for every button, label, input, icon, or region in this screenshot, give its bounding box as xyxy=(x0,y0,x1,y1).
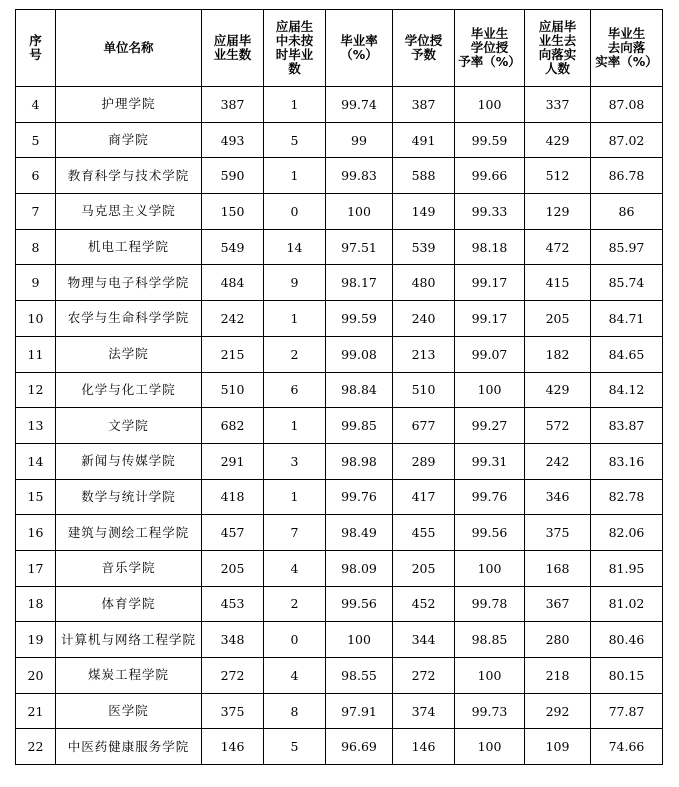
cell-not-on-time: 5 xyxy=(264,122,326,158)
cell-placed: 182 xyxy=(525,336,591,372)
cell-graduation-rate: 96.69 xyxy=(326,729,393,765)
cell-graduates: 387 xyxy=(202,87,264,123)
cell-unit-name: 马克思主义学院 xyxy=(56,194,202,230)
cell-graduates: 418 xyxy=(202,479,264,515)
table-row xyxy=(16,265,663,301)
cell-graduates: 493 xyxy=(202,122,264,158)
cell-degree-rate: 99.27 xyxy=(455,408,525,444)
cell-graduation-rate: 99.59 xyxy=(326,301,393,337)
cell-degrees: 677 xyxy=(393,408,455,444)
cell-degree-rate: 100 xyxy=(455,550,525,586)
cell-unit-name: 商学院 xyxy=(56,122,202,158)
cell-degree-rate: 99.17 xyxy=(455,301,525,337)
cell-index: 17 xyxy=(16,550,56,586)
table-row xyxy=(16,87,663,123)
cell-placed: 429 xyxy=(525,122,591,158)
cell-not-on-time: 1 xyxy=(264,301,326,337)
cell-placed: 242 xyxy=(525,443,591,479)
cell-not-on-time: 4 xyxy=(264,550,326,586)
cell-placed: 109 xyxy=(525,729,591,765)
cell-unit-name: 中医药健康服务学院 xyxy=(56,729,202,765)
cell-graduation-rate: 98.98 xyxy=(326,443,393,479)
cell-placed: 280 xyxy=(525,622,591,658)
table-row xyxy=(16,301,663,337)
cell-unit-name: 文学院 xyxy=(56,408,202,444)
cell-unit-name: 计算机与网络工程学院 xyxy=(56,622,202,658)
cell-graduates: 348 xyxy=(202,622,264,658)
cell-index: 10 xyxy=(16,301,56,337)
cell-index: 20 xyxy=(16,658,56,694)
table-row xyxy=(16,515,663,551)
cell-graduation-rate: 98.49 xyxy=(326,515,393,551)
cell-not-on-time: 2 xyxy=(264,336,326,372)
cell-not-on-time: 14 xyxy=(264,229,326,265)
cell-degrees: 344 xyxy=(393,622,455,658)
cell-degree-rate: 99.33 xyxy=(455,194,525,230)
cell-placement-rate: 85.97 xyxy=(591,229,663,265)
cell-unit-name: 体育学院 xyxy=(56,586,202,622)
cell-placement-rate: 84.12 xyxy=(591,372,663,408)
cell-not-on-time: 1 xyxy=(264,158,326,194)
header-not-on-time: 应届生 中未按 时毕业 数 xyxy=(264,10,326,87)
cell-degrees: 213 xyxy=(393,336,455,372)
cell-degree-rate: 99.56 xyxy=(455,515,525,551)
cell-placed: 415 xyxy=(525,265,591,301)
cell-degrees: 149 xyxy=(393,194,455,230)
cell-degree-rate: 98.18 xyxy=(455,229,525,265)
cell-degree-rate: 100 xyxy=(455,87,525,123)
table-row xyxy=(16,194,663,230)
cell-degrees: 240 xyxy=(393,301,455,337)
cell-graduates: 272 xyxy=(202,658,264,694)
cell-index: 13 xyxy=(16,408,56,444)
cell-degrees: 491 xyxy=(393,122,455,158)
cell-degrees: 205 xyxy=(393,550,455,586)
cell-degree-rate: 99.76 xyxy=(455,479,525,515)
cell-degrees: 539 xyxy=(393,229,455,265)
cell-graduates: 150 xyxy=(202,194,264,230)
cell-graduation-rate: 99.76 xyxy=(326,479,393,515)
cell-unit-name: 化学与化工学院 xyxy=(56,372,202,408)
cell-index: 21 xyxy=(16,693,56,729)
table-row xyxy=(16,122,663,158)
header-placed: 应届毕 业生去 向落实 人数 xyxy=(525,10,591,87)
table-row xyxy=(16,336,663,372)
table-row xyxy=(16,658,663,694)
cell-placed: 205 xyxy=(525,301,591,337)
cell-index: 5 xyxy=(16,122,56,158)
cell-graduation-rate: 99.85 xyxy=(326,408,393,444)
cell-index: 9 xyxy=(16,265,56,301)
cell-degrees: 510 xyxy=(393,372,455,408)
cell-graduation-rate: 100 xyxy=(326,622,393,658)
cell-not-on-time: 1 xyxy=(264,408,326,444)
cell-graduates: 215 xyxy=(202,336,264,372)
cell-index: 11 xyxy=(16,336,56,372)
cell-index: 15 xyxy=(16,479,56,515)
header-degree-rate: 毕业生 学位授 予率（%） xyxy=(455,10,525,87)
cell-not-on-time: 9 xyxy=(264,265,326,301)
cell-placed: 375 xyxy=(525,515,591,551)
cell-index: 22 xyxy=(16,729,56,765)
cell-not-on-time: 8 xyxy=(264,693,326,729)
cell-degree-rate: 99.17 xyxy=(455,265,525,301)
cell-placed: 429 xyxy=(525,372,591,408)
cell-placement-rate: 81.02 xyxy=(591,586,663,622)
cell-graduation-rate: 98.84 xyxy=(326,372,393,408)
cell-not-on-time: 1 xyxy=(264,479,326,515)
cell-placement-rate: 80.46 xyxy=(591,622,663,658)
cell-index: 4 xyxy=(16,87,56,123)
cell-placement-rate: 86.78 xyxy=(591,158,663,194)
cell-index: 19 xyxy=(16,622,56,658)
cell-graduation-rate: 97.91 xyxy=(326,693,393,729)
cell-placement-rate: 81.95 xyxy=(591,550,663,586)
cell-placement-rate: 82.06 xyxy=(591,515,663,551)
cell-placed: 168 xyxy=(525,550,591,586)
table-row xyxy=(16,693,663,729)
cell-degree-rate: 99.73 xyxy=(455,693,525,729)
cell-graduates: 682 xyxy=(202,408,264,444)
cell-graduation-rate: 97.51 xyxy=(326,229,393,265)
cell-placement-rate: 77.87 xyxy=(591,693,663,729)
cell-unit-name: 农学与生命科学学院 xyxy=(56,301,202,337)
cell-degree-rate: 99.31 xyxy=(455,443,525,479)
cell-graduates: 375 xyxy=(202,693,264,729)
cell-degree-rate: 100 xyxy=(455,658,525,694)
table-body xyxy=(16,87,663,765)
cell-graduation-rate: 99.56 xyxy=(326,586,393,622)
cell-not-on-time: 7 xyxy=(264,515,326,551)
header-graduates: 应届毕 业生数 xyxy=(202,10,264,87)
cell-placed: 218 xyxy=(525,658,591,694)
cell-unit-name: 物理与电子科学学院 xyxy=(56,265,202,301)
cell-placement-rate: 83.87 xyxy=(591,408,663,444)
cell-placed: 337 xyxy=(525,87,591,123)
cell-placement-rate: 83.16 xyxy=(591,443,663,479)
cell-index: 18 xyxy=(16,586,56,622)
cell-not-on-time: 2 xyxy=(264,586,326,622)
table-row xyxy=(16,229,663,265)
cell-placement-rate: 80.15 xyxy=(591,658,663,694)
cell-degrees: 289 xyxy=(393,443,455,479)
cell-placement-rate: 84.65 xyxy=(591,336,663,372)
table-row xyxy=(16,729,663,765)
cell-degrees: 146 xyxy=(393,729,455,765)
cell-placed: 472 xyxy=(525,229,591,265)
cell-graduation-rate: 99.83 xyxy=(326,158,393,194)
header-row xyxy=(16,10,663,87)
table-row xyxy=(16,479,663,515)
cell-placed: 572 xyxy=(525,408,591,444)
cell-degrees: 452 xyxy=(393,586,455,622)
cell-degrees: 417 xyxy=(393,479,455,515)
cell-graduation-rate: 99.08 xyxy=(326,336,393,372)
table-row xyxy=(16,622,663,658)
table-row xyxy=(16,408,663,444)
cell-graduates: 291 xyxy=(202,443,264,479)
cell-not-on-time: 3 xyxy=(264,443,326,479)
cell-graduation-rate: 99.74 xyxy=(326,87,393,123)
cell-degrees: 588 xyxy=(393,158,455,194)
table-row xyxy=(16,586,663,622)
header-degrees: 学位授 予数 xyxy=(393,10,455,87)
cell-unit-name: 音乐学院 xyxy=(56,550,202,586)
cell-not-on-time: 6 xyxy=(264,372,326,408)
cell-graduates: 453 xyxy=(202,586,264,622)
cell-degree-rate: 100 xyxy=(455,729,525,765)
cell-placed: 512 xyxy=(525,158,591,194)
cell-placed: 292 xyxy=(525,693,591,729)
cell-index: 14 xyxy=(16,443,56,479)
cell-unit-name: 建筑与测绘工程学院 xyxy=(56,515,202,551)
cell-index: 16 xyxy=(16,515,56,551)
cell-placement-rate: 86 xyxy=(591,194,663,230)
cell-degree-rate: 99.07 xyxy=(455,336,525,372)
header-graduation-rate: 毕业率 （%） xyxy=(326,10,393,87)
cell-placement-rate: 82.78 xyxy=(591,479,663,515)
cell-degree-rate: 100 xyxy=(455,372,525,408)
cell-unit-name: 法学院 xyxy=(56,336,202,372)
cell-degree-rate: 99.78 xyxy=(455,586,525,622)
header-unit-name: 单位名称 xyxy=(56,10,202,87)
cell-index: 12 xyxy=(16,372,56,408)
cell-graduation-rate: 100 xyxy=(326,194,393,230)
cell-degrees: 272 xyxy=(393,658,455,694)
cell-graduates: 484 xyxy=(202,265,264,301)
table-row xyxy=(16,443,663,479)
header-index: 序 号 xyxy=(16,10,56,87)
cell-placement-rate: 87.08 xyxy=(591,87,663,123)
cell-unit-name: 煤炭工程学院 xyxy=(56,658,202,694)
cell-degrees: 480 xyxy=(393,265,455,301)
cell-degrees: 387 xyxy=(393,87,455,123)
cell-unit-name: 数学与统计学院 xyxy=(56,479,202,515)
table-row xyxy=(16,158,663,194)
cell-placement-rate: 87.02 xyxy=(591,122,663,158)
cell-degrees: 455 xyxy=(393,515,455,551)
cell-graduates: 590 xyxy=(202,158,264,194)
cell-not-on-time: 4 xyxy=(264,658,326,694)
cell-unit-name: 新闻与传媒学院 xyxy=(56,443,202,479)
cell-graduates: 146 xyxy=(202,729,264,765)
cell-graduation-rate: 98.55 xyxy=(326,658,393,694)
cell-unit-name: 教育科学与技术学院 xyxy=(56,158,202,194)
table-row xyxy=(16,550,663,586)
cell-index: 6 xyxy=(16,158,56,194)
cell-degrees: 374 xyxy=(393,693,455,729)
cell-graduates: 549 xyxy=(202,229,264,265)
cell-not-on-time: 0 xyxy=(264,622,326,658)
cell-unit-name: 医学院 xyxy=(56,693,202,729)
cell-graduation-rate: 98.17 xyxy=(326,265,393,301)
cell-placed: 346 xyxy=(525,479,591,515)
cell-placement-rate: 84.71 xyxy=(591,301,663,337)
cell-graduation-rate: 99 xyxy=(326,122,393,158)
cell-degree-rate: 98.85 xyxy=(455,622,525,658)
cell-graduates: 242 xyxy=(202,301,264,337)
cell-placed: 129 xyxy=(525,194,591,230)
cell-graduation-rate: 98.09 xyxy=(326,550,393,586)
cell-unit-name: 护理学院 xyxy=(56,87,202,123)
cell-not-on-time: 1 xyxy=(264,87,326,123)
table-row xyxy=(16,372,663,408)
cell-graduates: 510 xyxy=(202,372,264,408)
cell-unit-name: 机电工程学院 xyxy=(56,229,202,265)
cell-degree-rate: 99.59 xyxy=(455,122,525,158)
cell-placed: 367 xyxy=(525,586,591,622)
graduation-stats-table xyxy=(15,9,663,765)
header-placement-rate: 毕业生 去向落 实率（%） xyxy=(591,10,663,87)
cell-index: 7 xyxy=(16,194,56,230)
cell-graduates: 205 xyxy=(202,550,264,586)
cell-not-on-time: 5 xyxy=(264,729,326,765)
cell-placement-rate: 85.74 xyxy=(591,265,663,301)
cell-not-on-time: 0 xyxy=(264,194,326,230)
cell-graduates: 457 xyxy=(202,515,264,551)
cell-index: 8 xyxy=(16,229,56,265)
cell-degree-rate: 99.66 xyxy=(455,158,525,194)
cell-placement-rate: 74.66 xyxy=(591,729,663,765)
